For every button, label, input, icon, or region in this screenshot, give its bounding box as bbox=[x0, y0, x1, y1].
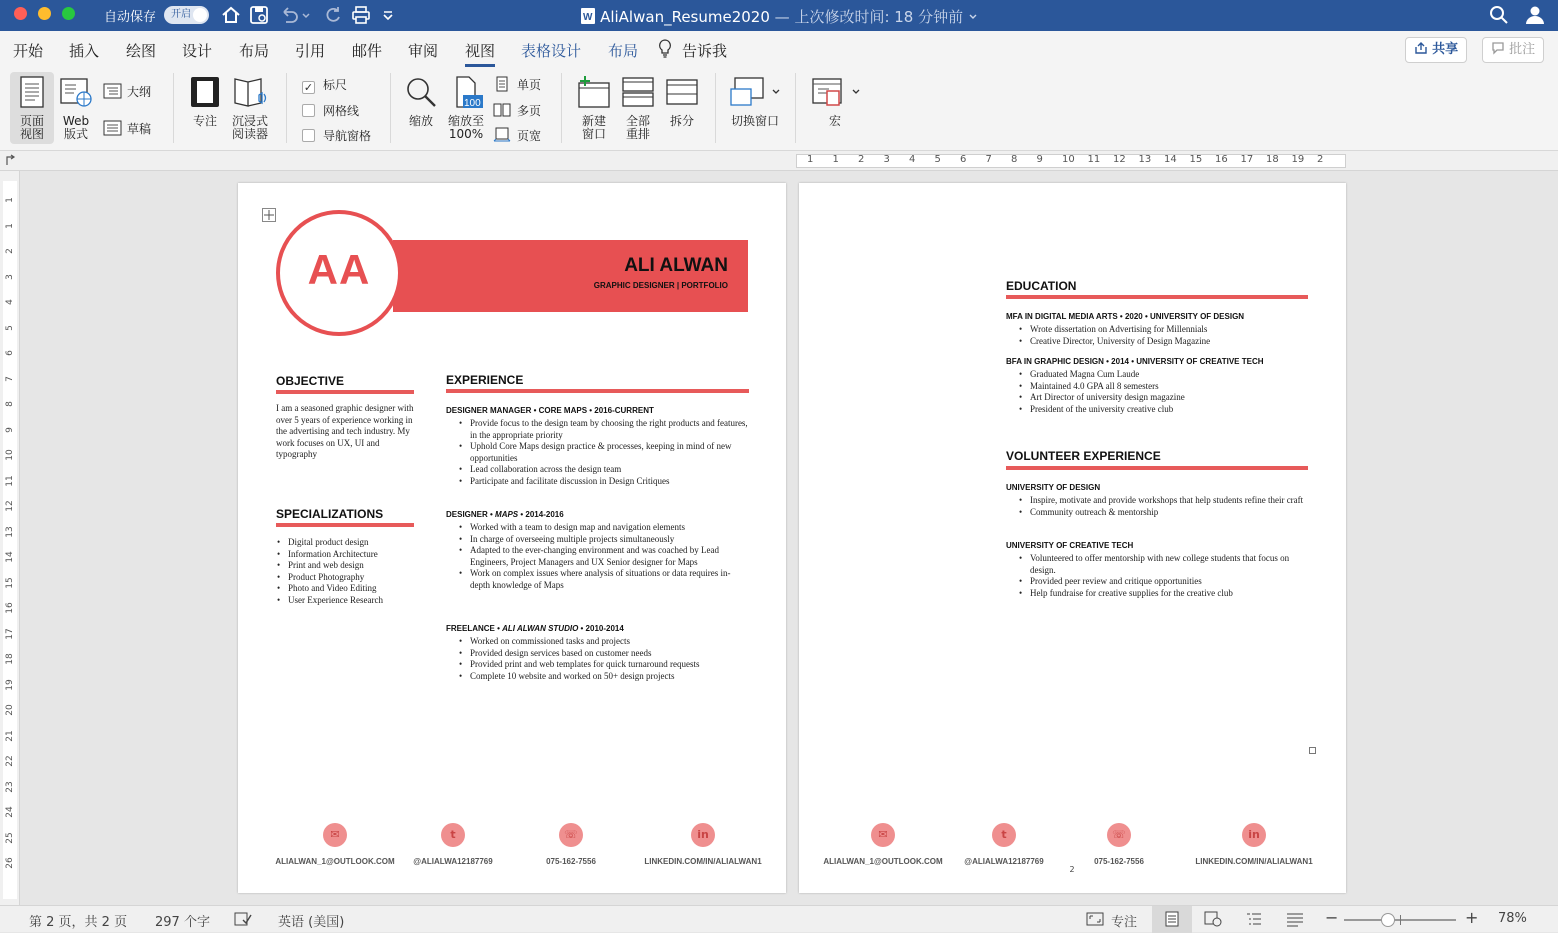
share-label: 共享 bbox=[1432, 42, 1459, 57]
draft-button[interactable] bbox=[103, 120, 151, 137]
horizontal-ruler[interactable] bbox=[0, 151, 1558, 171]
comment-icon bbox=[1491, 41, 1505, 55]
experience-heading: EXPERIENCE bbox=[446, 373, 524, 387]
zoom-out-button[interactable]: − bbox=[1325, 908, 1339, 927]
focus-mode-icon[interactable] bbox=[1086, 911, 1104, 927]
objective-heading: OBJECTIVE bbox=[276, 374, 345, 388]
tab-stop-icon[interactable] bbox=[4, 154, 16, 166]
job-title-company: ALI ALWAN STUDIO bbox=[502, 624, 579, 633]
macro-icon bbox=[809, 75, 861, 109]
twitter-icon: t bbox=[992, 823, 1016, 847]
ruler-number: 8 bbox=[1011, 154, 1018, 165]
separator bbox=[173, 73, 174, 143]
phone-icon: ☏ bbox=[559, 823, 583, 847]
bullet-item: • Provided peer review and critique opportunities bbox=[1018, 576, 1308, 588]
arrange-all-icon bbox=[620, 75, 656, 109]
draft-view-icon[interactable] bbox=[1286, 911, 1304, 927]
ruler-number: 4 bbox=[909, 154, 916, 165]
separator bbox=[390, 73, 391, 143]
switch-window-button[interactable] bbox=[726, 75, 784, 128]
page-view-button[interactable] bbox=[10, 72, 54, 144]
web-layout-label: Web 版式 bbox=[62, 114, 90, 141]
tab-references[interactable]: 引用 bbox=[295, 42, 326, 60]
bullet-item: • Adapted to the ever-changing environment and was coached by Lead Engineers, Project Managers and UX Senior designer for Maps bbox=[458, 545, 748, 568]
outline-icon bbox=[103, 83, 123, 99]
zoom-100-badge: 100 bbox=[464, 98, 481, 109]
ruler-number: 26 bbox=[5, 857, 15, 869]
separator bbox=[561, 73, 562, 143]
ruler-number: 23 bbox=[5, 780, 15, 793]
bullet-item: • Art Director of university design magazine bbox=[1018, 392, 1308, 404]
tab-home[interactable]: 开始 bbox=[13, 42, 44, 60]
email-icon: ✉ bbox=[871, 823, 895, 847]
status-bar bbox=[0, 905, 1558, 932]
page-width-icon bbox=[493, 127, 511, 143]
vertical-ruler[interactable] bbox=[0, 171, 20, 905]
tab-draw[interactable]: 绘图 bbox=[126, 42, 157, 60]
autosave-label: 自动保存 bbox=[104, 10, 157, 25]
ruler-number: 17 bbox=[1240, 154, 1254, 165]
immersive-reader-label: 沉浸式 阅读器 bbox=[231, 114, 268, 141]
checkbox-checked-icon: ✓ bbox=[303, 81, 314, 94]
tab-layout[interactable]: 布局 bbox=[239, 42, 270, 60]
ruler-number: 19 bbox=[1291, 154, 1305, 165]
web-layout-button[interactable] bbox=[56, 75, 96, 141]
bullet-item: • Provided design services based on customer needs bbox=[458, 648, 748, 660]
document-status: — 上次修改时间: 18 分钟前 bbox=[774, 8, 964, 26]
zoom-100-label: 缩放至 100% bbox=[447, 114, 484, 141]
ruler-number: 19 bbox=[5, 678, 15, 691]
ruler-number: 11 bbox=[1087, 154, 1101, 165]
document-canvas[interactable] bbox=[20, 171, 1558, 905]
job-bullets bbox=[458, 522, 748, 591]
draft-label: 草稿 bbox=[127, 122, 152, 136]
page-view-icon bbox=[18, 75, 46, 109]
tab-mailings[interactable]: 邮件 bbox=[352, 42, 383, 60]
contact-email-text: ALIALWAN_1@OUTLOOK.COM bbox=[275, 857, 395, 866]
ruler-number: 13 bbox=[1138, 154, 1152, 165]
ruler-number: 17 bbox=[5, 627, 15, 640]
account-icon[interactable] bbox=[1524, 4, 1546, 26]
ruler-number: 14 bbox=[1164, 154, 1177, 165]
split-label: 拆分 bbox=[669, 114, 694, 128]
bullet-item: • Print and web design bbox=[276, 560, 426, 572]
ruler-number: 2 bbox=[858, 154, 865, 165]
volunteer-org: UNIVERSITY OF CREATIVE TECH bbox=[1006, 541, 1134, 550]
chevron-down-icon[interactable] bbox=[968, 12, 978, 22]
nav-pane-checkbox[interactable] bbox=[302, 127, 371, 144]
job-title bbox=[446, 624, 624, 633]
ruler-number: 18 bbox=[5, 653, 15, 665]
proofing-icon[interactable] bbox=[234, 911, 252, 927]
word-doc-icon bbox=[580, 7, 596, 25]
ruler-scale bbox=[3, 181, 17, 899]
one-page-button[interactable] bbox=[493, 76, 541, 93]
bullet-item: • Provided print and web templates for quick turnaround requests bbox=[458, 659, 748, 671]
autosave-toggle-label: 开启 bbox=[171, 9, 191, 20]
resume-name: ALI ALWAN bbox=[624, 255, 728, 276]
bullet-item: • Product Photography bbox=[276, 572, 426, 584]
twitter-icon: t bbox=[441, 823, 465, 847]
ruler-number: 6 bbox=[5, 350, 15, 356]
ruler-number: 6 bbox=[960, 154, 967, 165]
switch-window-icon bbox=[729, 75, 781, 109]
ruler-scale bbox=[796, 154, 1346, 168]
title-bar bbox=[0, 0, 1558, 31]
separator bbox=[795, 73, 796, 143]
bullet-item: • Graduated Magna Cum Laude bbox=[1018, 369, 1308, 381]
checkbox-unchecked-icon bbox=[302, 104, 315, 117]
share-button[interactable] bbox=[1405, 37, 1467, 63]
split-button[interactable] bbox=[662, 75, 702, 128]
focus-mode-label[interactable]: 专注 bbox=[1111, 915, 1138, 930]
zoom-slider-thumb[interactable] bbox=[1381, 913, 1395, 927]
degree-bullets bbox=[1018, 369, 1308, 415]
multiple-pages-label: 多页 bbox=[517, 104, 542, 118]
ribbon-tabs bbox=[0, 31, 1558, 67]
page-width-label: 页宽 bbox=[517, 129, 542, 143]
contact-email-text: ALIALWAN_1@OUTLOOK.COM bbox=[823, 857, 943, 866]
ruler-number: 25 bbox=[5, 831, 15, 844]
degree-title: BFA IN GRAPHIC DESIGN • 2014 • UNIVERSITY OF CREATIVE TECH bbox=[1006, 357, 1264, 366]
bullet-item: • President of the university creative club bbox=[1018, 404, 1308, 416]
magnifier-icon bbox=[404, 75, 438, 109]
bullet-item: • Volunteered to offer mentorship with new college students that focus on design. bbox=[1018, 553, 1308, 576]
nav-pane-label: 导航窗格 bbox=[323, 129, 372, 143]
bullet-item: • Inspire, motivate and provide workshops that help students refine their craft bbox=[1018, 495, 1308, 507]
bullet-item: • Work on complex issues where analysis of situations or data requires in-depth knowledge of Maps bbox=[458, 568, 748, 591]
zoom-in-button[interactable]: + bbox=[1465, 908, 1479, 927]
ruler-number: 15 bbox=[1189, 154, 1203, 165]
ruler-number: 12 bbox=[1113, 154, 1126, 165]
separator bbox=[715, 73, 716, 143]
ruler-number: 5 bbox=[5, 324, 15, 331]
bullet-item: • Digital product design bbox=[276, 537, 426, 549]
degree-title: MFA IN DIGITAL MEDIA ARTS • 2020 • UNIVERSITY OF DESIGN bbox=[1006, 312, 1245, 321]
tab-design[interactable]: 设计 bbox=[182, 42, 213, 60]
tab-insert[interactable]: 插入 bbox=[69, 42, 100, 60]
gridlines-label: 网格线 bbox=[323, 104, 360, 118]
comments-button[interactable] bbox=[1482, 37, 1544, 63]
contact-linkedin[interactable] bbox=[628, 823, 778, 866]
contact-twitter-text: @ALIALWA12187769 bbox=[413, 857, 493, 866]
ruler-number: 1 bbox=[5, 197, 15, 203]
ruler-number: 10 bbox=[5, 449, 15, 461]
bullet-item: • Information Architecture bbox=[276, 549, 426, 561]
job-bullets bbox=[458, 418, 748, 487]
section-rule bbox=[446, 389, 749, 393]
word-count[interactable]: 297 个字 bbox=[155, 915, 210, 930]
contact-twitter-text: @ALIALWA12187769 bbox=[964, 857, 1044, 866]
bullet-item: • Participate and facilitate discussion in Design Critiques bbox=[458, 476, 748, 488]
outline-button[interactable] bbox=[103, 83, 151, 100]
job-bullets bbox=[458, 636, 748, 682]
ruler-number: 11 bbox=[5, 474, 15, 487]
ruler-number: 15 bbox=[5, 576, 15, 589]
bullet-item: • Complete 10 website and worked on 50+ design projects bbox=[458, 671, 748, 683]
ruler-number: 7 bbox=[985, 154, 992, 165]
page-2[interactable] bbox=[799, 183, 1346, 893]
bullet-item: • Provide focus to the design team by choosing the right products and features, in the appropriate priority bbox=[458, 418, 748, 441]
arrange-all-button[interactable] bbox=[618, 75, 658, 141]
job-title bbox=[446, 510, 564, 519]
bullet-item: • Community outreach & mentorship bbox=[1018, 507, 1308, 519]
print-layout-icon[interactable] bbox=[1163, 911, 1181, 927]
ruler-number: 7 bbox=[5, 375, 15, 382]
document-name: AliAlwan_Resume2020 bbox=[600, 8, 770, 26]
ruler-number: 8 bbox=[5, 401, 15, 407]
multiple-pages-icon bbox=[493, 102, 511, 118]
ruler-number: 10 bbox=[1062, 154, 1075, 165]
ruler-number: 20 bbox=[5, 704, 15, 716]
tab-table-design[interactable]: 表格设计 bbox=[521, 42, 582, 60]
lightbulb-icon bbox=[658, 39, 672, 59]
bullet-item: • Wrote dissertation on Advertising for Millennials bbox=[1018, 324, 1308, 336]
bullet-item: • Uphold Core Maps design practice & processes, keeping in mind of new opportunities bbox=[458, 441, 748, 464]
focus-label: 专注 bbox=[192, 114, 217, 128]
table-move-handle-icon[interactable] bbox=[262, 208, 276, 222]
ruler-number: 16 bbox=[1215, 154, 1228, 165]
specializations-list bbox=[276, 537, 426, 606]
contact-linkedin[interactable] bbox=[1179, 823, 1329, 866]
bullet-item: • Lead collaboration across the design team bbox=[458, 464, 748, 476]
specializations-heading: SPECIALIZATIONS bbox=[276, 507, 384, 521]
arrange-all-label: 全部 重排 bbox=[625, 114, 650, 141]
section-rule bbox=[276, 390, 414, 394]
phone-icon: ☏ bbox=[1107, 823, 1131, 847]
page-1[interactable] bbox=[238, 183, 786, 893]
ruler-number: 1 bbox=[807, 154, 814, 165]
job-title-role: FREELANCE • bbox=[446, 624, 503, 633]
objective-text: I am a seasoned graphic designer with over 5 years of experience working in the advertising and tech industry. My work focuses on UX, UI and typography bbox=[276, 403, 414, 459]
section-rule bbox=[276, 523, 414, 527]
zoom-label: 缩放 bbox=[408, 114, 433, 128]
split-icon bbox=[664, 75, 700, 109]
comments-label: 批注 bbox=[1509, 42, 1536, 57]
job-title-dates: • 2010-2014 bbox=[578, 624, 624, 633]
ruler-number: 22 bbox=[5, 755, 15, 767]
share-icon bbox=[1414, 41, 1428, 55]
tell-me-search[interactable]: 告诉我 bbox=[682, 42, 728, 60]
bullet-item: • Maintained 4.0 GPA all 8 semesters bbox=[1018, 381, 1308, 393]
checkbox-unchecked-icon bbox=[302, 129, 315, 142]
page-width-button[interactable] bbox=[493, 127, 541, 144]
tab-review[interactable]: 审阅 bbox=[408, 42, 439, 60]
switch-window-label: 切换窗口 bbox=[730, 114, 779, 128]
ruler-number: 1 bbox=[5, 222, 15, 229]
gridlines-checkbox[interactable] bbox=[302, 102, 359, 119]
education-heading: EDUCATION bbox=[1006, 279, 1077, 293]
outline-view-icon[interactable] bbox=[1245, 911, 1263, 927]
new-window-label: 新建 窗口 bbox=[581, 114, 606, 141]
zoom-100-button[interactable] bbox=[444, 75, 488, 141]
volunteer-heading: VOLUNTEER EXPERIENCE bbox=[1006, 449, 1161, 463]
ruler-number: 9 bbox=[5, 426, 15, 433]
ruler-number: 14 bbox=[5, 551, 15, 563]
volunteer-bullets bbox=[1018, 495, 1308, 518]
page-count[interactable]: 第 2 页，共 2 页 bbox=[29, 915, 128, 930]
draft-icon bbox=[103, 120, 123, 136]
immersive-reader-icon bbox=[232, 75, 268, 109]
one-page-icon bbox=[493, 76, 511, 92]
job-title-company: MAPS bbox=[495, 510, 519, 519]
volunteer-org: UNIVERSITY OF DESIGN bbox=[1006, 483, 1101, 492]
bullet-item: • Worked on commissioned tasks and projects bbox=[458, 636, 748, 648]
section-rule bbox=[1006, 466, 1308, 470]
one-page-label: 单页 bbox=[517, 78, 542, 92]
multiple-pages-button[interactable] bbox=[493, 102, 541, 119]
ruler-number: 18 bbox=[1266, 154, 1279, 165]
bullet-item: • Creative Director, University of Design Magazine bbox=[1018, 336, 1308, 348]
ruler-number: 5 bbox=[934, 154, 941, 165]
zoom-button[interactable] bbox=[402, 75, 440, 128]
focus-button[interactable] bbox=[186, 75, 224, 128]
contact-linkedin-text: LINKEDIN.COM/IN/ALIALWAN1 bbox=[644, 857, 762, 866]
contact-phone[interactable] bbox=[1044, 823, 1194, 866]
page-number: 2 bbox=[1069, 865, 1075, 874]
svg-text:W: W bbox=[583, 12, 593, 23]
ruler-number: 13 bbox=[5, 525, 15, 538]
zoom-slider-center-tick bbox=[1400, 915, 1401, 925]
volunteer-bullets bbox=[1018, 553, 1308, 599]
email-icon: ✉ bbox=[323, 823, 347, 847]
resume-tagline: GRAPHIC DESIGNER | PORTFOLIO bbox=[593, 281, 728, 290]
end-of-cell-marker bbox=[1309, 747, 1316, 754]
ruler-number: 3 bbox=[5, 273, 15, 280]
outline-label: 大纲 bbox=[127, 85, 152, 99]
ruler-number: 4 bbox=[5, 299, 15, 305]
ruler-number: 16 bbox=[5, 602, 15, 614]
contact-phone-text: 075-162-7556 bbox=[546, 857, 596, 866]
ruler-number: 21 bbox=[5, 729, 15, 742]
job-title-dates: • 2014-2016 bbox=[518, 510, 564, 519]
tab-table-layout[interactable]: 布局 bbox=[608, 42, 639, 60]
job-title: DESIGNER MANAGER • CORE MAPS • 2016-CURRENT bbox=[446, 406, 654, 415]
job-title-role: DESIGNER • bbox=[446, 510, 496, 519]
language-indicator[interactable]: 英语 (美国) bbox=[278, 915, 345, 930]
ruler-checkbox[interactable] bbox=[302, 76, 347, 94]
ruler-number: 3 bbox=[883, 154, 890, 165]
page-view-label: 页面 视图 bbox=[19, 114, 44, 141]
new-window-icon bbox=[576, 75, 612, 109]
bullet-item: • Photo and Video Editing bbox=[276, 583, 426, 595]
bullet-item: • In charge of overseeing multiple projects simultaneously bbox=[458, 534, 748, 546]
separator bbox=[286, 73, 287, 143]
ruler-number: 9 bbox=[1036, 154, 1043, 165]
focus-icon bbox=[189, 75, 221, 109]
tab-view[interactable]: 视图 bbox=[465, 42, 496, 60]
immersive-reader-button[interactable] bbox=[229, 75, 271, 141]
web-layout-icon bbox=[58, 75, 94, 109]
ruler-number: 24 bbox=[5, 806, 15, 818]
ruler-number: 1 bbox=[832, 154, 839, 165]
contact-phone[interactable] bbox=[496, 823, 646, 866]
new-window-button[interactable] bbox=[574, 75, 614, 141]
contact-phone-text: 075-162-7556 bbox=[1094, 857, 1144, 866]
ruler-number: 12 bbox=[5, 500, 15, 512]
zoom-100-icon bbox=[449, 75, 483, 109]
ruler-number: 2 bbox=[5, 248, 15, 254]
contact-linkedin-text: LINKEDIN.COM/IN/ALIALWAN1 bbox=[1195, 857, 1313, 866]
document-title bbox=[0, 6, 1558, 27]
bullet-item: • User Experience Research bbox=[276, 595, 426, 607]
section-rule bbox=[1006, 295, 1308, 299]
bullet-item: • Help fundraise for creative supplies for the creative club bbox=[1018, 588, 1308, 600]
ruler-label: 标尺 bbox=[323, 78, 348, 92]
search-icon[interactable] bbox=[1488, 4, 1510, 26]
macros-label: 宏 bbox=[828, 114, 841, 128]
ruler-number: 2 bbox=[1317, 154, 1324, 165]
web-layout-status-icon[interactable] bbox=[1204, 911, 1222, 927]
bullet-item: • Worked with a team to design map and navigation elements bbox=[458, 522, 748, 534]
monogram-initials: AA bbox=[307, 246, 371, 293]
zoom-level[interactable]: 78% bbox=[1498, 911, 1527, 926]
ribbon-view bbox=[0, 67, 1558, 151]
degree-bullets bbox=[1018, 324, 1308, 347]
linkedin-icon: in bbox=[1242, 823, 1266, 847]
linkedin-icon: in bbox=[691, 823, 715, 847]
macros-button[interactable] bbox=[808, 75, 862, 128]
